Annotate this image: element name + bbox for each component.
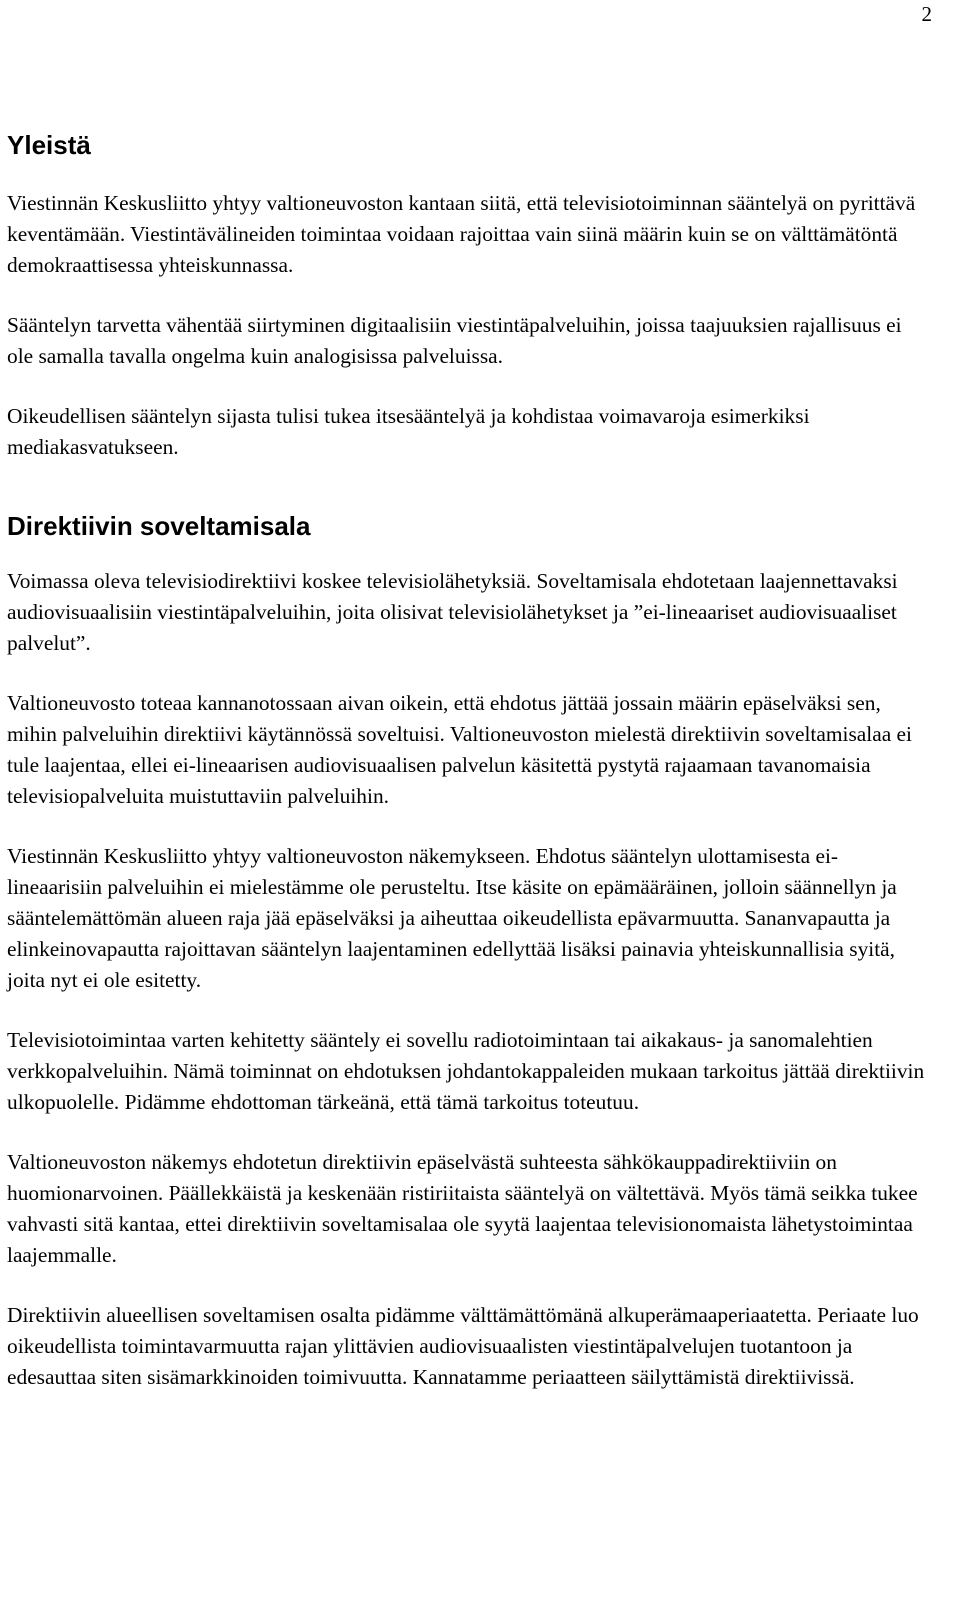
paragraph: Viestinnän Keskusliitto yhtyy valtioneuvoston näkemykseen. Ehdotus sääntelyn ulottamisesta ei-lineaarisiin palveluihin ei mielestämme ole perusteltu. Itse käsite on epämääräinen, jolloin säännellyn ja sääntelemättömän alueen raja jää epäselväksi ja aiheuttaa oikeudellista epävarmuutta. Sananvapautta ja elinkeinovapautta rajoittavan sääntelyn laajentaminen edellyttää lisäksi painavia yhteiskunnallisia syitä, joita nyt ei ole esitetty. [7, 844, 897, 992]
section-heading: Yleistä [7, 130, 91, 160]
paragraph: Voimassa oleva televisiodirektiivi koskee televisiolähetyksiä. Soveltamisala ehdotetaan laajennettavaksi audiovisuaalisiin viestintäpalveluihin, joita olisivat televisiolähetykset ja ”ei-lineaariset audiovisuaaliset palvelut”. [7, 569, 898, 655]
paragraph: Televisiotoimintaa varten kehitetty sääntely ei sovellu radiotoimintaan tai aikakaus- ja sanomalehtien verkkopalveluihin. Nämä toiminnat on ehdotuksen johdantokappaleiden mukaan tarkoitus jättää direktiivin ulkopuolelle. Pidämme ehdottoman tärkeänä, että tämä tarkoitus toteutuu. [7, 1028, 925, 1114]
paragraph: Direktiivin alueellisen soveltamisen osalta pidämme välttämättömänä alkuperämaaperiaatetta. Periaate luo oikeudellista toimintavarmuutta rajan ylittävien audiovisuaalisten viestintäpalvelujen tuotantoon ja edesauttaa siten sisämarkkinoiden toimivuutta. Kannatamme periaatteen säilyttämistä direktiivissä. [7, 1303, 919, 1389]
paragraph: Oikeudellisen sääntelyn sijasta tulisi tukea itsesääntelyä ja kohdistaa voimavaroja esimerkiksi mediakasvatukseen. [7, 404, 810, 459]
paragraph: Valtioneuvosto toteaa kannanotossaan aivan oikein, että ehdotus jättää jossain määrin epäselväksi sen, mihin palveluihin direktiivi käytännössä soveltuisi. Valtioneuvoston mielestä direktiivin soveltamisalaa ei tule laajentaa, ellei ei-lineaarisen audiovisuaalisen palvelun käsitettä pystytä rajaamaan tavanomaisia televisiopalveluita muistuttaviin palveluihin. [7, 691, 912, 808]
document-body [7, 128, 927, 1393]
paragraph: Viestinnän Keskusliitto yhtyy valtioneuvoston kantaan siitä, että televisiotoiminnan sääntelyä on pyrittävä keventämään. Viestintävälineiden toimintaa voidaan rajoittaa vain siinä määrin kuin se on välttämätöntä demokraattisessa yhteiskunnassa. [7, 191, 916, 277]
paragraph: Valtioneuvoston näkemys ehdotetun direktiivin epäselvästä suhteesta sähkökauppadirektiiviin on huomionarvoinen. Päällekkäistä ja keskenään ristiriitaista sääntelyä on vältettävä. Myös tämä seikka tukee vahvasti sitä kantaa, ettei direktiivin soveltamisalaa ole syytä laajentaa televisionomaista lähetystoimintaa laajemmalle. [7, 1150, 918, 1267]
section-yleista [7, 128, 927, 463]
section-heading: Direktiivin soveltamisala [7, 511, 311, 541]
page-number: 2 [921, 2, 932, 26]
paragraph: Sääntelyn tarvetta vähentää siirtyminen digitaalisiin viestintäpalveluihin, joissa taajuuksien rajallisuus ei ole samalla tavalla ongelma kuin analogisissa palveluissa. [7, 313, 902, 368]
section-soveltamisala [7, 509, 927, 1393]
